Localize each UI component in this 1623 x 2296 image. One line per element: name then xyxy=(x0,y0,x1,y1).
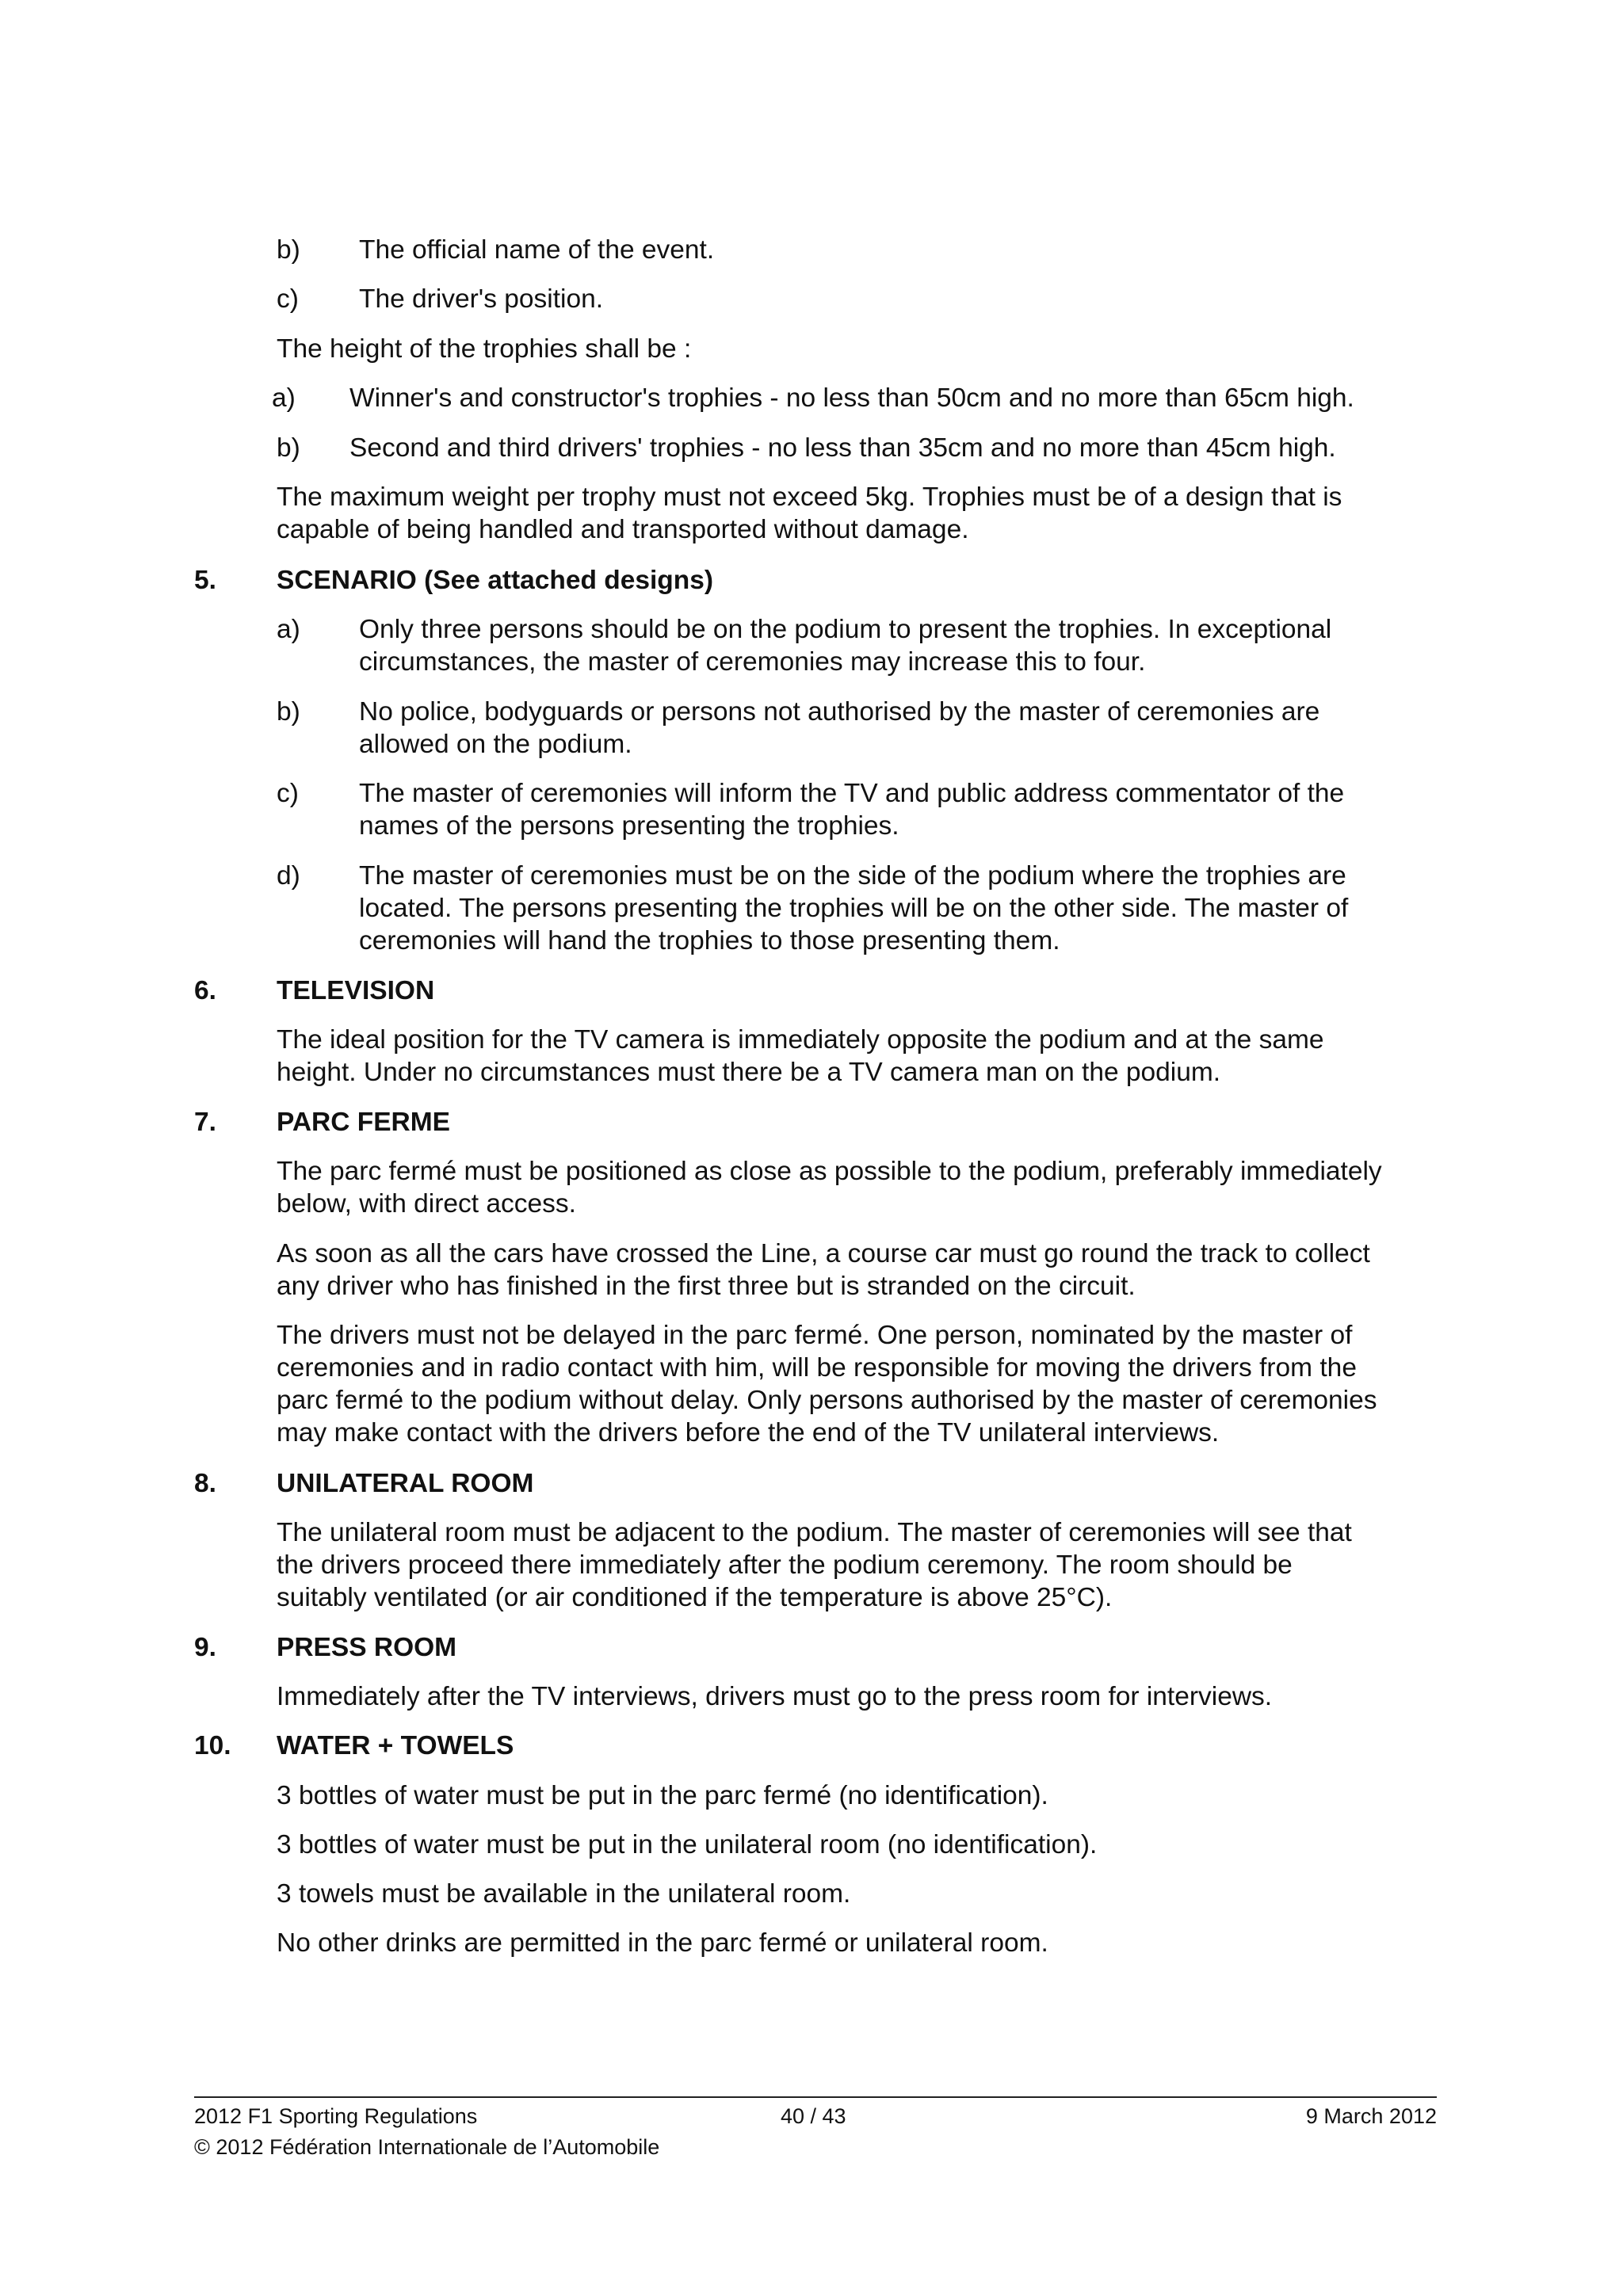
list-marker: a) xyxy=(277,615,300,644)
list-text: Winner's and constructor's trophies - no less than 50cm and no more than 65cm high. xyxy=(349,383,1354,413)
paragraph: The unilateral room must be adjacent to the podium. The master of ceremonies will see that the drivers proceed there immediately after the podium ceremony. The room should be suitably ventilated (or air conditioned if the temperature is above 25°C). xyxy=(277,1518,1352,1612)
footer-rule xyxy=(194,2096,1437,2098)
section-title: WATER + TOWELS xyxy=(277,1731,514,1760)
list-marker: a) xyxy=(272,383,296,413)
section-title: PARC FERME xyxy=(277,1108,450,1137)
paragraph: The parc fermé must be positioned as close as possible to the podium, preferably immediately below, with direct access. xyxy=(277,1157,1382,1219)
section-number: 9. xyxy=(194,1633,216,1662)
list-marker: c) xyxy=(277,284,299,314)
footer-page-number: 40 / 43 xyxy=(781,2104,846,2128)
list-marker: c) xyxy=(277,779,299,808)
section-number: 8. xyxy=(194,1469,216,1498)
footer-copyright: © 2012 Fédération Internationale de l’Automobile xyxy=(194,2135,660,2159)
list-marker: b) xyxy=(277,235,300,265)
section-number: 7. xyxy=(194,1108,216,1137)
paragraph: The height of the trophies shall be : xyxy=(277,334,692,364)
section-title: PRESS ROOM xyxy=(277,1633,457,1662)
footer-doc-title: 2012 F1 Sporting Regulations xyxy=(194,2104,478,2128)
list-text: Only three persons should be on the podium to present the trophies. In exceptional circumstances, the master of ceremonies may increase this to four. xyxy=(359,615,1332,677)
paragraph: No other drinks are permitted in the parc fermé or unilateral room. xyxy=(277,1928,1048,1958)
section-number: 6. xyxy=(194,976,216,1005)
list-marker: b) xyxy=(277,697,300,727)
paragraph: 3 towels must be available in the unilateral room. xyxy=(277,1879,851,1909)
list-text: The master of ceremonies must be on the side of the podium where the trophies are located. The persons presenting the trophies will be on the other side. The master of ceremonies will hand the trophies to those presenting them. xyxy=(359,861,1349,955)
footer-date: 9 March 2012 xyxy=(1305,2104,1437,2128)
section-number: 5. xyxy=(194,566,216,595)
list-marker: d) xyxy=(277,861,300,891)
list-text: No police, bodyguards or persons not authorised by the master of ceremonies are allowed on the podium. xyxy=(359,697,1320,759)
section-title: SCENARIO (See attached designs) xyxy=(277,566,714,595)
paragraph: As soon as all the cars have crossed the Line, a course car must go round the track to collect any driver who has finished in the first three but is stranded on the circuit. xyxy=(277,1239,1370,1301)
list-text: The master of ceremonies will inform the TV and public address commentator of the names of the persons presenting the trophies. xyxy=(359,779,1345,841)
list-text: Second and third drivers' trophies - no less than 35cm and no more than 45cm high. xyxy=(349,433,1336,463)
paragraph: 3 bottles of water must be put in the unilateral room (no identification). xyxy=(277,1830,1098,1859)
list-marker: b) xyxy=(277,433,300,463)
paragraph: 3 bottles of water must be put in the parc fermé (no identification). xyxy=(277,1781,1048,1810)
paragraph: Immediately after the TV interviews, drivers must go to the press room for interviews. xyxy=(277,1682,1273,1711)
list-text: The driver's position. xyxy=(359,284,604,314)
section-title: UNILATERAL ROOM xyxy=(277,1469,534,1498)
paragraph: The maximum weight per trophy must not exceed 5kg. Trophies must be of a design that is capable of being handled and transported without damage. xyxy=(277,482,1342,544)
list-text: The official name of the event. xyxy=(359,235,715,265)
section-title: TELEVISION xyxy=(277,976,435,1005)
section-number: 10. xyxy=(194,1731,231,1760)
paragraph: The drivers must not be delayed in the parc fermé. One person, nominated by the master of ceremonies and in radio contact with him, will be responsible for moving the drivers from the parc fermé to the podium without delay. Only persons authorised by the master of ceremonies may make contact with the drivers before the end of the TV unilateral interviews. xyxy=(277,1321,1377,1447)
paragraph: The ideal position for the TV camera is immediately opposite the podium and at the same height. Under no circumstances must there be a TV camera man on the podium. xyxy=(277,1025,1324,1087)
